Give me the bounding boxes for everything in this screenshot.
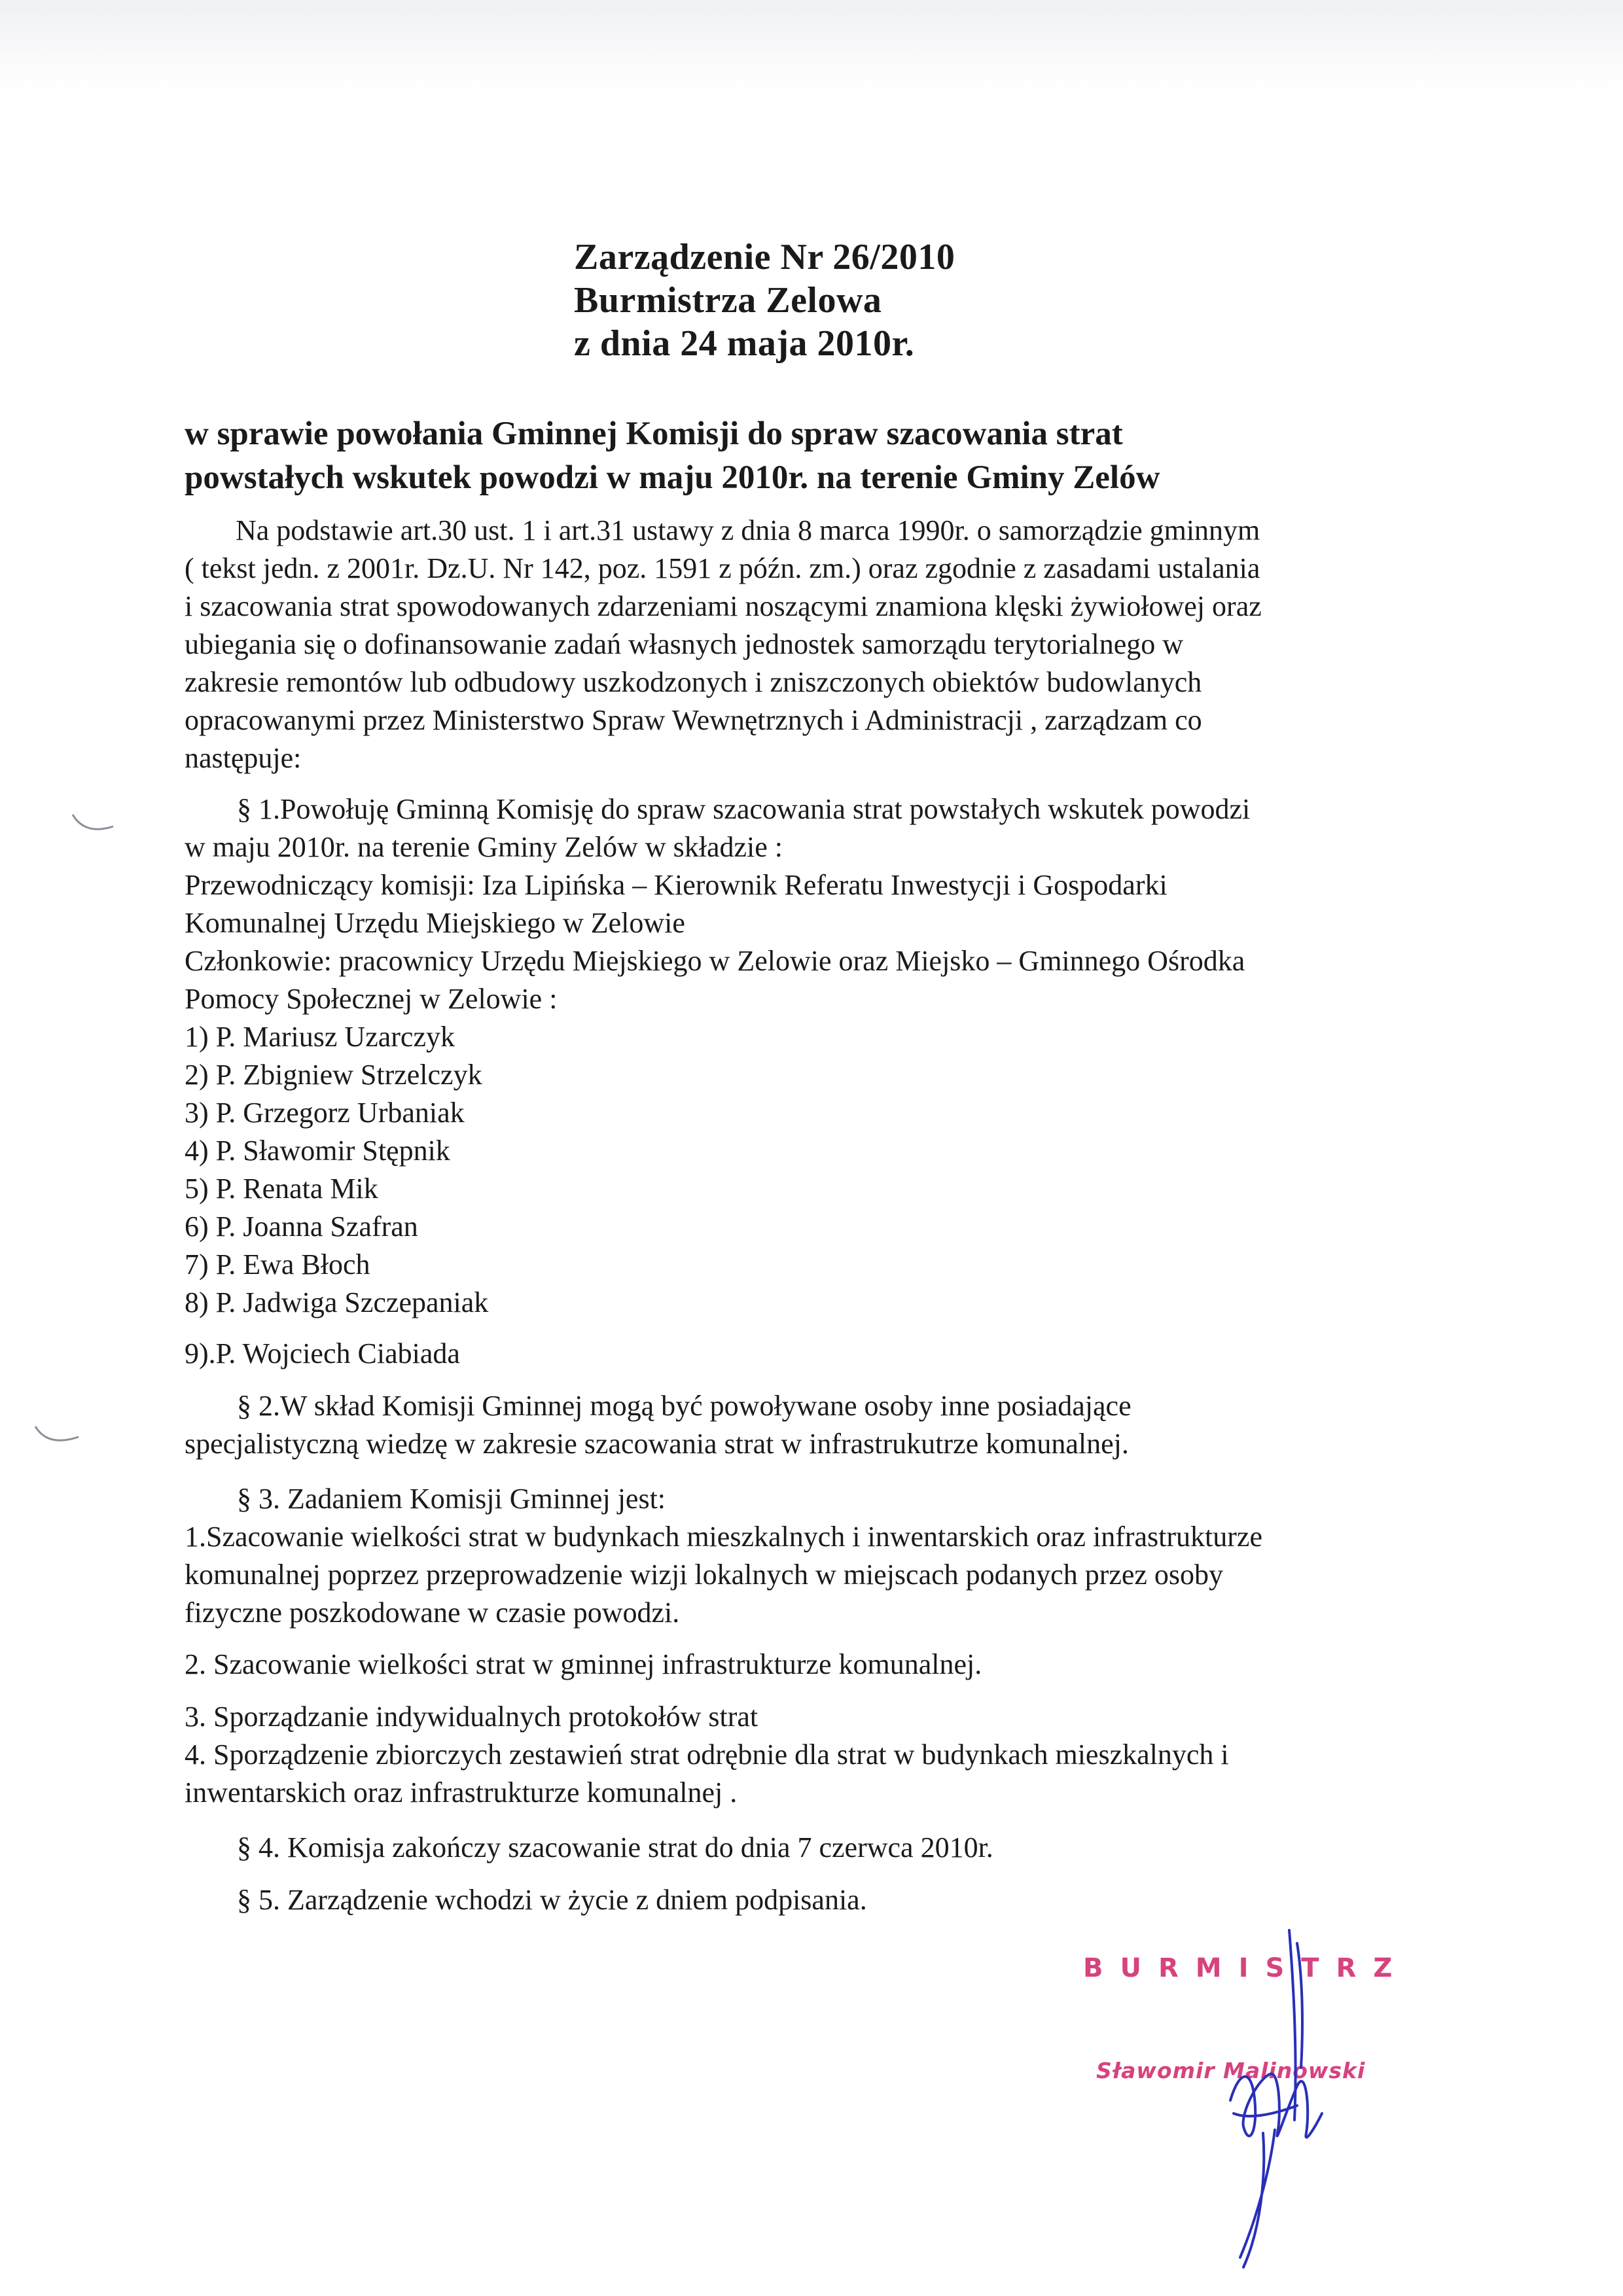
member-item: 3) P. Grzegorz Urbaniak xyxy=(185,1097,465,1129)
section-1-line: § 1.Powołuję Gminną Komisję do spraw szacowania strat powstałych wskutek powodzi xyxy=(237,793,1251,825)
section-2-line: specjalistyczną wiedzę w zakresie szacowania strat w infrastrukutrze komunalnej. xyxy=(185,1428,1129,1460)
section-3-item-2-line: 2. Szacowanie wielkości strat w gminnej infrastrukturze komunalnej. xyxy=(185,1648,982,1680)
preamble-line: opracowanymi przez Ministerstwo Spraw Wewnętrznych i Administracji , zarządzam co xyxy=(185,704,1202,736)
section-3-item-4: 4. Sporządzenie zbiorczych zestawień strat odrębnie dla strat w budynkach mieszkalnych i xyxy=(185,1739,1229,1771)
section-3-items-3-4 xyxy=(185,1698,1441,1812)
member-item: 8) P. Jadwiga Szczepaniak xyxy=(185,1286,489,1318)
member-item: 6) P. Joanna Szafran xyxy=(185,1210,418,1243)
section-3 xyxy=(185,1480,1441,1632)
section-3-item-1: fizyczne poszkodowane w czasie powodzi. xyxy=(185,1597,680,1629)
title-line-3: z dnia 24 maja 2010r. xyxy=(574,323,915,364)
section-1-line: Pomocy Społecznej w Zelowie : xyxy=(185,983,558,1015)
preamble-line: ubiegania się o dofinansowanie zadań własnych jednostek samorządu terytorialnego w xyxy=(185,628,1184,660)
section-1-line: w maju 2010r. na terenie Gminy Zelów w składzie : xyxy=(185,831,783,863)
section-1 xyxy=(185,790,1441,1322)
section-4-line: § 4. Komisja zakończy szacowanie strat do dnia 7 czerwca 2010r. xyxy=(237,1831,993,1863)
title-line-2: Burmistrza Zelowa xyxy=(574,280,882,321)
subject-line-2: powstałych wskutek powodzi w maju 2010r. na terenie Gminy Zelów xyxy=(185,459,1160,496)
member-item: 9).P. Wojciech Ciabiada xyxy=(185,1337,460,1369)
member-item: 7) P. Ewa Błoch xyxy=(185,1248,370,1280)
document-subject xyxy=(185,412,1428,500)
section-1-line: Przewodniczący komisji: Iza Lipińska – Kierownik Referatu Inwestycji i Gospodarki xyxy=(185,869,1168,901)
handwritten-signature xyxy=(1126,1917,1466,2270)
preamble-line: ( tekst jedn. z 2001r. Dz.U. Nr 142, poz. 1591 z późn. zm.) oraz zgodnie z zasadami ustalania xyxy=(185,552,1260,584)
member-item-9 xyxy=(185,1335,1441,1373)
punch-hole-mark-lower xyxy=(31,1407,84,1459)
section-5 xyxy=(185,1881,1441,1919)
section-3-item-2 xyxy=(185,1646,1441,1684)
document-title xyxy=(574,236,955,365)
member-item: 4) P. Sławomir Stępnik xyxy=(185,1135,450,1167)
section-2 xyxy=(185,1387,1441,1463)
section-3-item-1: 1.Szacowanie wielkości strat w budynkach mieszkalnych i inwentarskich oraz infrastrukturze xyxy=(185,1521,1262,1553)
subject-line-1: w sprawie powołania Gminnej Komisji do spraw szacowania strat xyxy=(185,415,1123,452)
member-item: 5) P. Renata Mik xyxy=(185,1173,378,1205)
section-5-line: § 5. Zarządzenie wchodzi w życie z dniem podpisania. xyxy=(237,1884,867,1916)
stamp-name: Sławomir Malinowski xyxy=(1096,2058,1366,2083)
preamble-line: Na podstawie art.30 ust. 1 i art.31 ustawy z dnia 8 marca 1990r. o samorządzie gminnym xyxy=(236,514,1260,546)
member-item: 1) P. Mariusz Uzarczyk xyxy=(185,1021,455,1053)
section-4 xyxy=(185,1829,1441,1867)
section-3-item-4: inwentarskich oraz infrastrukturze komunalnej . xyxy=(185,1776,738,1809)
preamble-line: zakresie remontów lub odbudowy uszkodzonych i zniszczonych obiektów budowlanych xyxy=(185,666,1202,698)
preamble-paragraph xyxy=(185,512,1441,777)
member-item: 2) P. Zbigniew Strzelczyk xyxy=(185,1059,482,1091)
section-1-line: Członkowie: pracownicy Urzędu Miejskiego w Zelowie oraz Miejsko – Gminnego Ośrodka xyxy=(185,945,1245,977)
section-3-heading: § 3. Zadaniem Komisji Gminnej jest: xyxy=(237,1483,666,1515)
section-2-line: § 2.W skład Komisji Gminnej mogą być powoływane osoby inne posiadające xyxy=(237,1390,1132,1422)
section-1-line: Komunalnej Urzędu Miejskiego w Zelowie xyxy=(185,907,685,939)
section-3-item-1: komunalnej poprzez przeprowadzenie wizji lokalnych w miejscach podanych przez osoby xyxy=(185,1559,1224,1591)
title-line-1: Zarządzenie Nr 26/2010 xyxy=(574,237,955,277)
stamp-title: BURMISTRZ xyxy=(1083,1953,1410,1983)
preamble-line: następuje: xyxy=(185,742,302,774)
scan-top-shade xyxy=(0,0,1623,92)
punch-hole-mark-upper xyxy=(69,795,121,847)
section-3-item-3: 3. Sporządzanie indywidualnych protokołów strat xyxy=(185,1701,758,1733)
preamble-line: i szacowania strat spowodowanych zdarzeniami noszącymi znamiona klęski żywiołowej oraz xyxy=(185,590,1262,622)
